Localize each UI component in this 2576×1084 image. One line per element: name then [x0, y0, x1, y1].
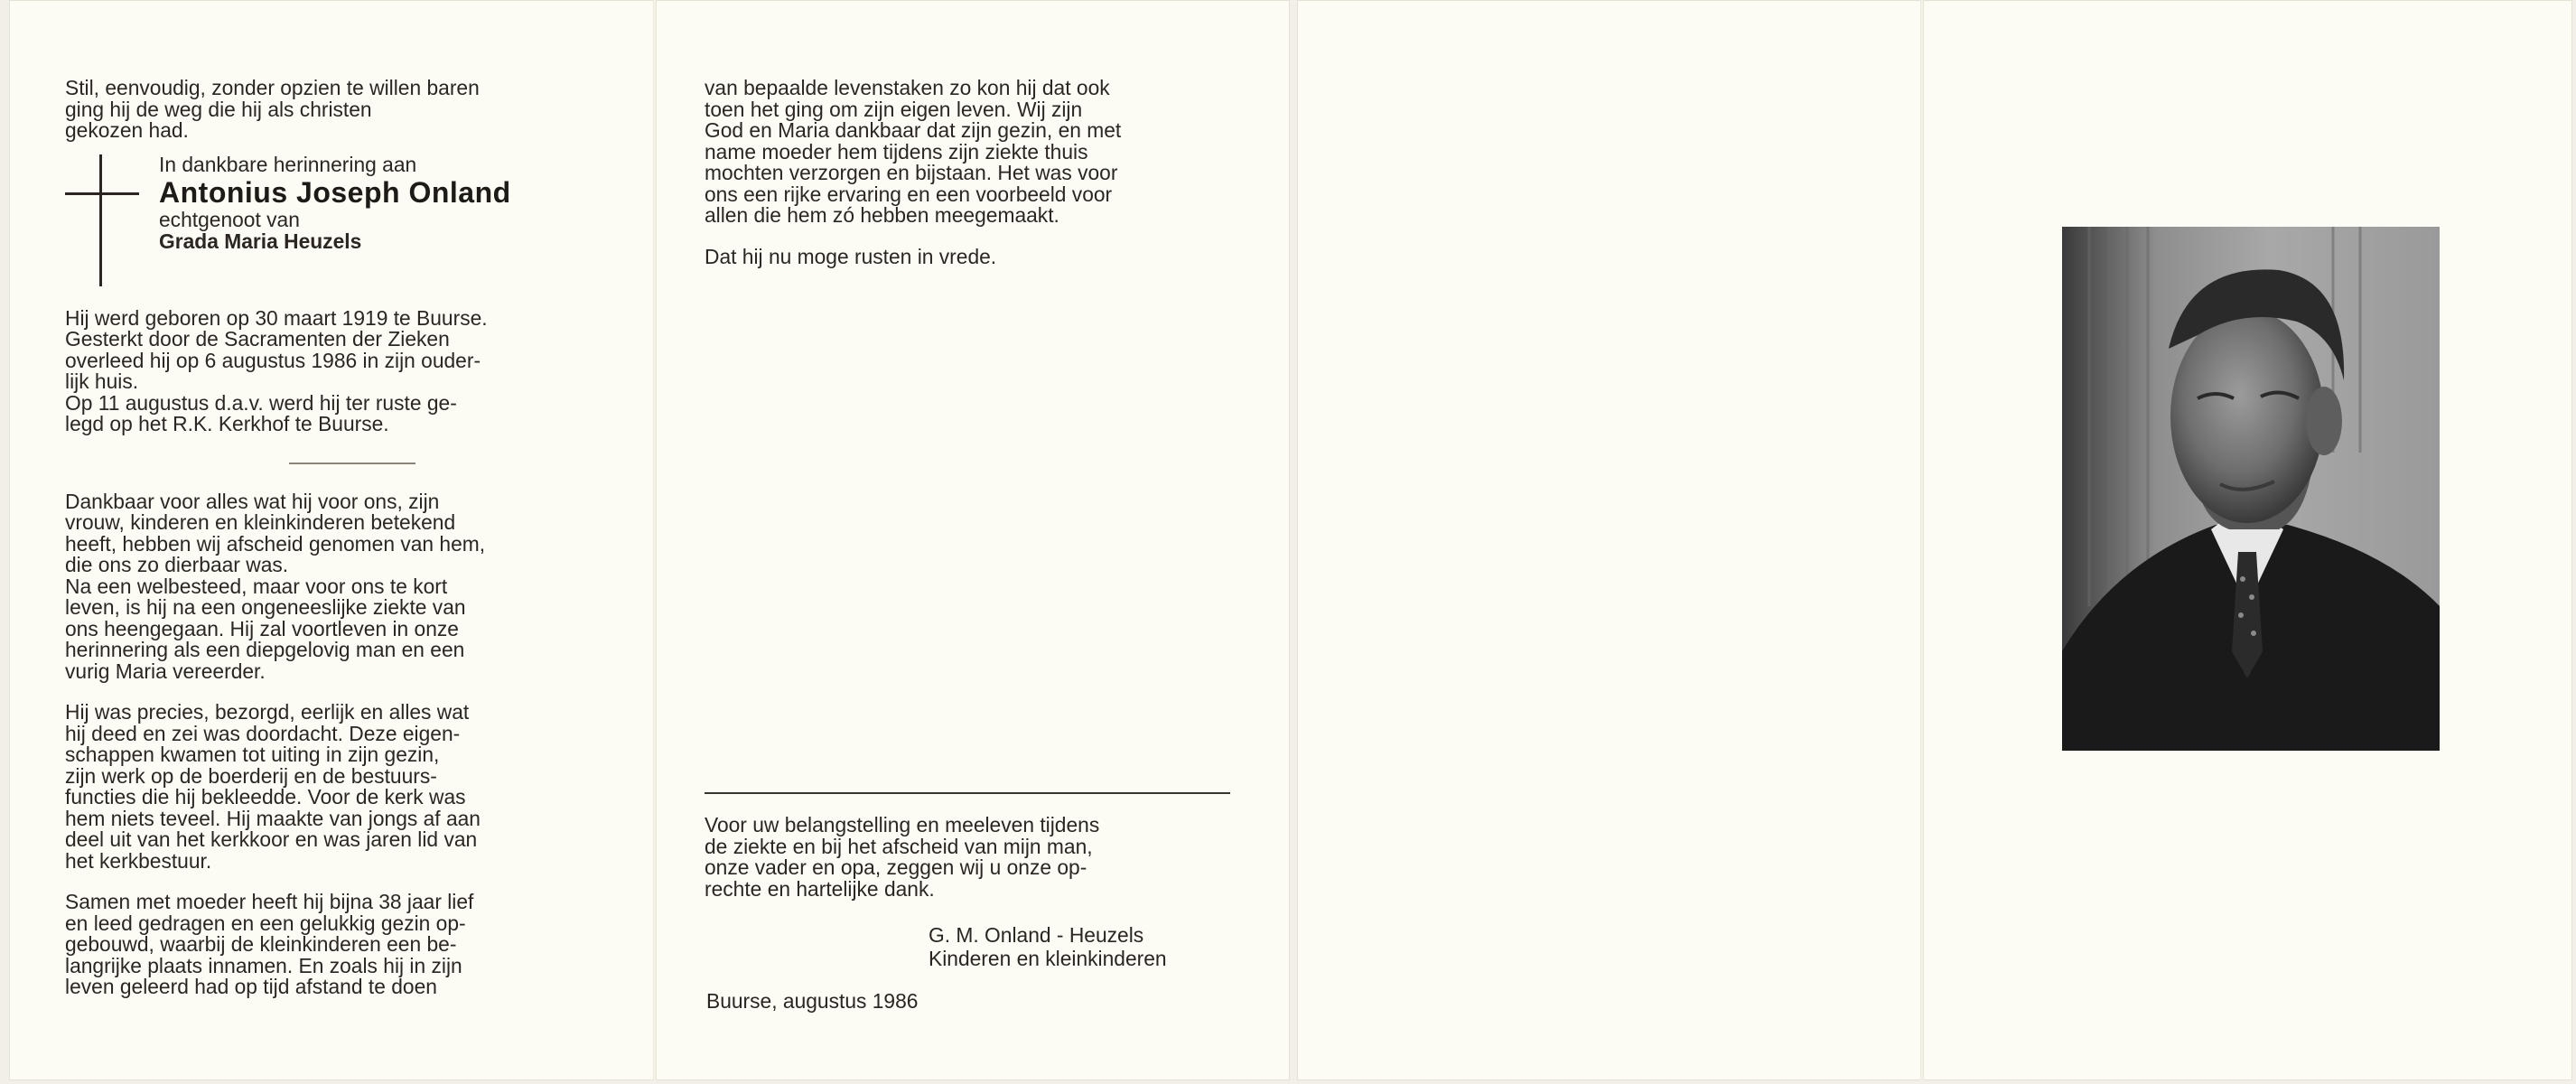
- spouse-intro: echtgenoot van: [159, 208, 300, 231]
- intro-poem: Stil, eenvoudig, zonder opzien te willen baren ging hij de weg die hij als christen gekozen had.: [65, 76, 480, 142]
- cross-icon: [99, 154, 102, 286]
- thanks-text: Voor uw belangstelling en meeleven tijdens de ziekte en bij het afscheid van mijn man, onze vader en opa, zeggen wij u onze op- rechte en hartelijke dank.: [705, 813, 1100, 901]
- thanks-block: [705, 815, 1230, 900]
- thanks-divider: [705, 792, 1230, 794]
- section-divider: [289, 463, 415, 464]
- closing-wish: Dat hij nu moge rusten in vrede.: [705, 244, 997, 268]
- deceased-name: Antonius Joseph Onland: [159, 176, 511, 209]
- biography: Hij werd geboren op 30 maart 1919 te Buurse. Gesterkt door de Sacramenten der Zieken overleed hij op 6 augustus 1986 in zijn ouder- lijk huis. Op 11 augustus d.a.v. werd hij ter ruste ge- legd op het R.K. Kerkhof te Buurse.: [65, 305, 488, 435]
- in-memoriam-block: [65, 154, 589, 308]
- portrait-image: [2062, 227, 2440, 751]
- signature-block: [929, 923, 1236, 970]
- spouse-name: Grada Maria Heuzels: [159, 229, 362, 253]
- signature-line-2: Kinderen en kleinkinderen: [929, 947, 1167, 970]
- paragraph-gratitude: Dankbaar voor alles wat hij voor ons, zijn vrouw, kinderen en kleinkinderen betekend heeft, hebben wij afscheid genomen van hem, die ons zo dierbaar was. Na een welbesteed, maar voor ons te kort leven, is hij na een ongeneeslijke ziekte van ons heengegaan. Hij zal voortleven in onze herinnering als een diepgelovig man en een vurig Maria vereerder.: [65, 489, 486, 683]
- card-fold-line: [653, 0, 657, 1080]
- paragraph-family: Samen met moeder heeft hij bijna 38 jaar lief en leed gedragen en een gelukkig gezin op- gebouwd, waarbij de kleinkinderen een be- langrijke plaats innamen. En zoals hij in zijn leven geleerd had op tijd afstand te doen: [65, 890, 474, 998]
- portrait-photo: [2062, 227, 2440, 751]
- card-fold-line: [1920, 0, 1924, 1080]
- place-and-date: Buurse, augustus 1986: [706, 989, 919, 1013]
- signature-line-1: G. M. Onland - Heuzels: [929, 923, 1144, 947]
- paragraph-continuation: van bepaalde levenstaken zo kon hij dat ook toen het ging om zijn eigen leven. Wij zijn God en Maria dankbaar dat zijn gezin, en met name moeder hem tijdens zijn ziekte thuis mochten verzorgen en bijstaan. Het was voor ons een rijke ervaring en een voorbeeld voor allen die hem zó hebben meegemaakt.: [705, 76, 1122, 227]
- memoriam-intro: In dankbare herinnering aan: [159, 152, 417, 176]
- memoriam-text: [159, 154, 511, 253]
- cross-icon-bar: [65, 192, 139, 195]
- paragraph-character: Hij was precies, bezorgd, eerlijk en alles wat hij deed en zei was doordacht. Deze eigen- schappen kwamen tot uiting in zijn gezin, zijn werk op de boerderij en de bestuurs- functies die hij bekleedde. Voor de kerk was hem niets teveel. Hij maakte van jongs af aan deel uit van het kerkkoor en was jaren lid van het kerkbestuur.: [65, 700, 481, 873]
- middle-page: [705, 78, 1228, 267]
- left-page: [65, 78, 589, 998]
